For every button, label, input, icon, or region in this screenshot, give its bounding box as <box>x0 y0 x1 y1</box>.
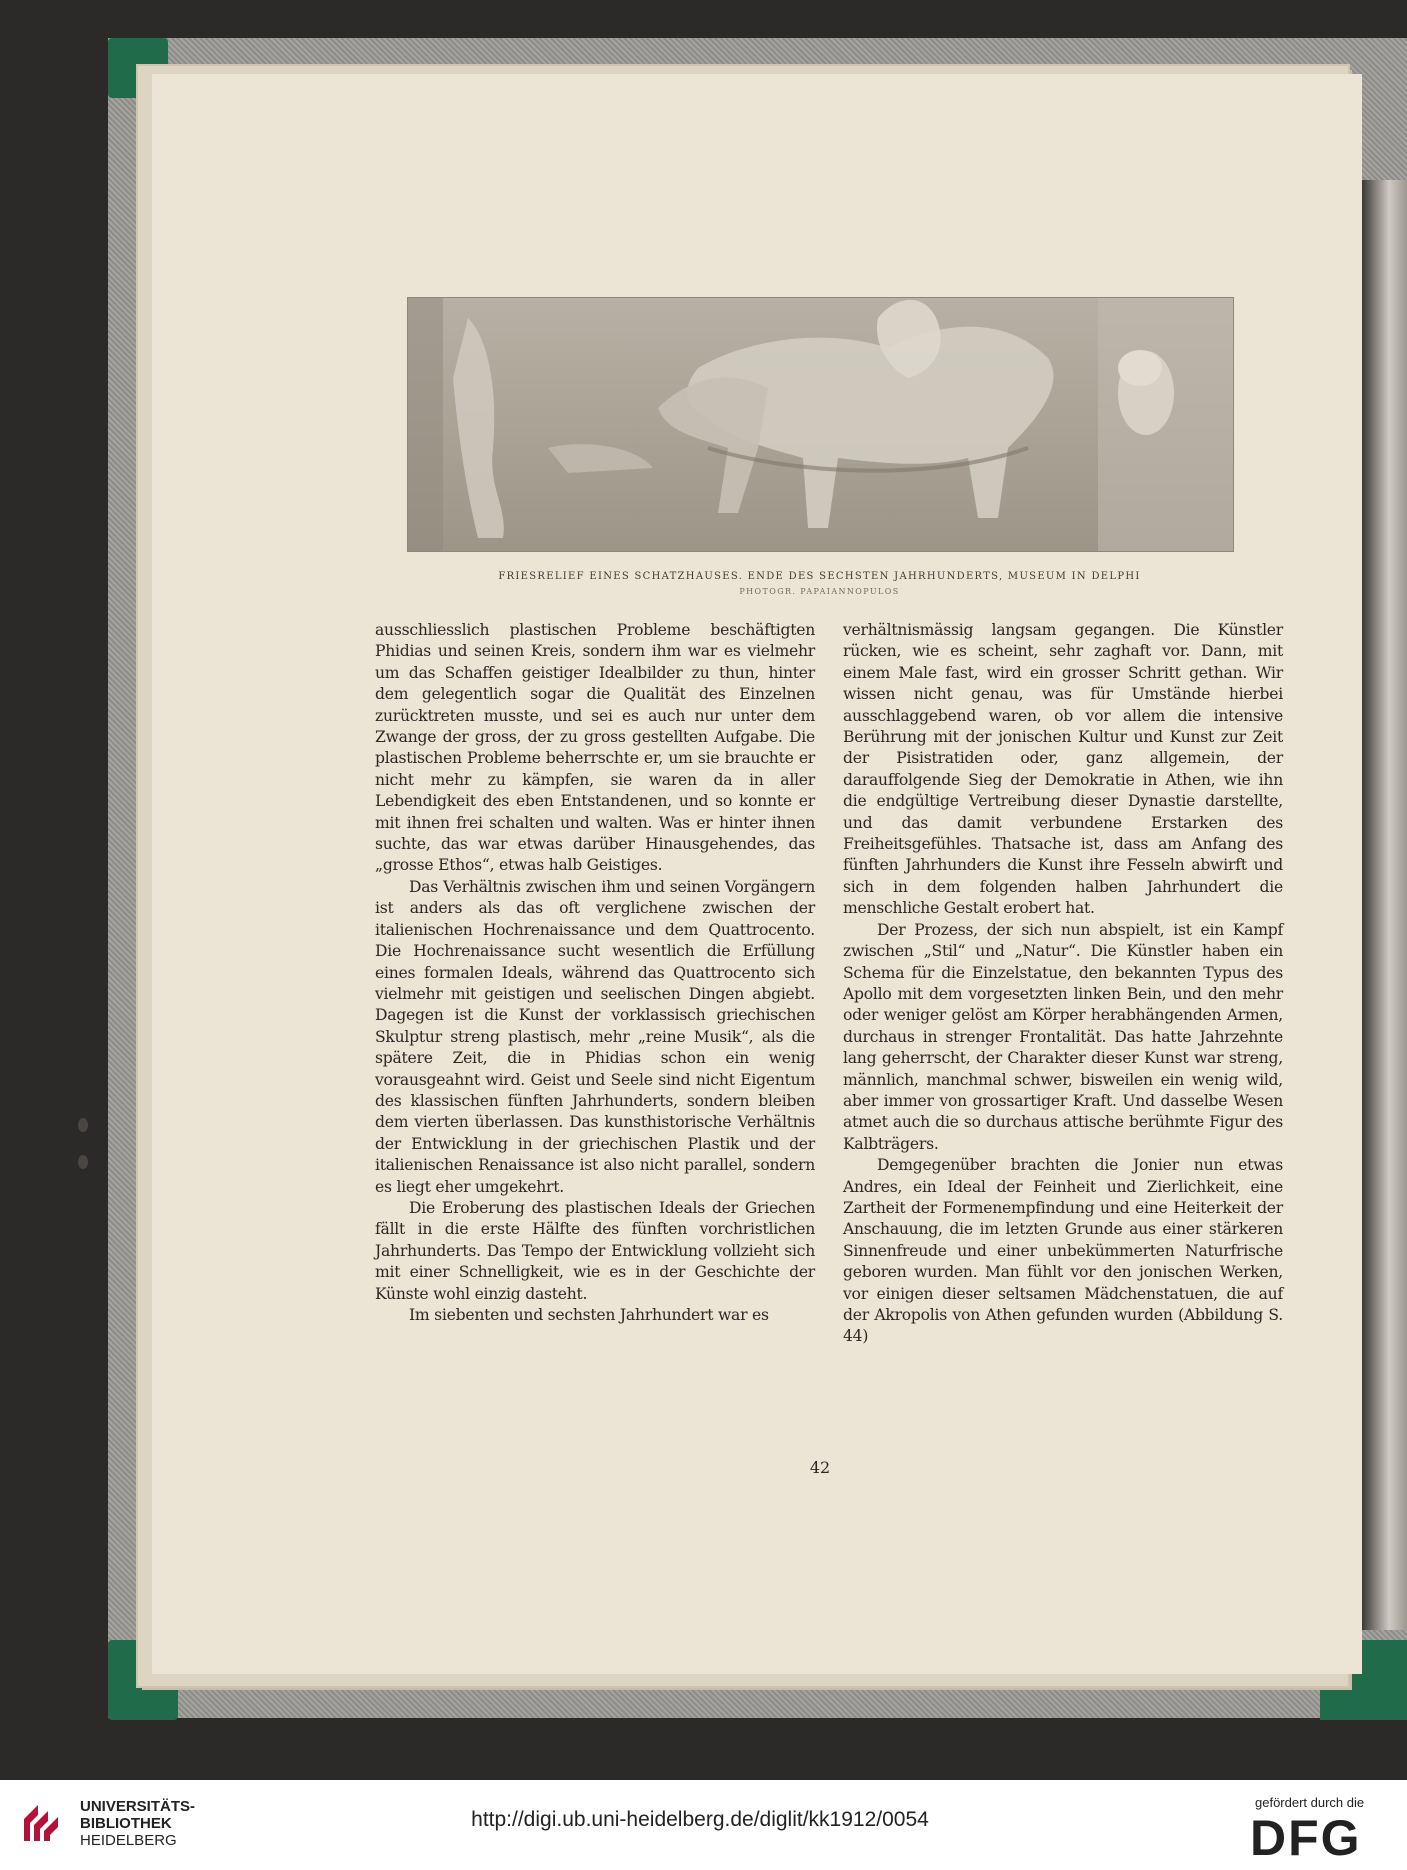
relief-photograph <box>407 297 1234 552</box>
paragraph: ausschliesslich plastischen Probleme beschäftigten Phidias und seinen Kreis, sondern ihm war es vielmehr um das Schaffen geistiger Idealbilder zu thun, hinter dem gelegentlich sogar die Qualität des Einzelnen zurücktreten musste, und sei es auch nur unter dem Zwange der gross, der zu gross gestellten Aufgabe. Die plastischen Probleme beherrschte er, um sie brauchte er nicht mehr zu kämpfen, sie waren da in aller Lebendigkeit des eben Entstandenen, und so konnte er mit ihnen frei schalten und walten. Was er hinter ihnen suchte, das war etwas darüber Hinausgehendes, das „grosse Ethos“, etwas halb Geistiges. <box>375 621 815 875</box>
paragraph: verhältnismässig langsam gegangen. Die Künstler rücken, wie es scheint, sehr zaghaft vor. Dann, mit einem Male fast, wird ein grosser Schritt gethan. Wir wissen nicht genau, was für Umstände hierbei ausschlaggebend waren, ob vor allem die intensive Berührung mit der jonischen Kultur und Kunst zur Zeit der Pisistratiden oder, ganz allgemein, der darauffolgende Sieg der Demokratie in Athen, wie ihn die endgültige Vertreibung dieser Dynastie darstellte, und das damit verbundene Erstarken des Freiheitsgefühles. Thatsache ist, dass am Anfang des fünften Jahrhunders die Kunst ihre Fesseln abwirft und sich in dem folgenden halben Jahrhundert die menschliche Gestalt erobert hat. <box>843 621 1283 918</box>
paragraph: Im siebenten und sechsten Jahrhundert war es <box>409 1306 769 1324</box>
text-column-right <box>843 620 1283 1348</box>
permalink-url[interactable]: http://digi.ub.uni-heidelberg.de/diglit/kk1912/0054 <box>471 1808 929 1831</box>
paragraph: Das Verhältnis zwischen ihm und seinen Vorgängern ist anders als das oft verglichene zwischen der italienischen Hochrenaissance und dem Quattrocento. Die Hochrenaissance sucht wesentlich die Erfüllung eines formalen Ideals, während das Quattrocento sich vielmehr mit geistigen und seelischen Dingen abgiebt. Dagegen ist die Kunst der vorklassisch griechischen Skulptur streng plastisch, mehr „reine Musik“, als die spätere Zeit, die in Phidias schon ein wenig vorausgeahnt wird. Geist und Seele sind nicht Eigentum des klassischen fünften Jahrhunderts, sondern bleiben dem vierten überlassen. Das kunsthistorische Verhältnis der Entwicklung in der griechischen Plastik und der italienischen Renaissance ist also nicht parallel, sondern es liegt eher umgekehrt. <box>375 877 815 1196</box>
binding-hole <box>78 1118 88 1132</box>
binding-hole <box>78 1155 88 1169</box>
funder-label: gefördert durch die <box>1255 1795 1365 1810</box>
paragraph: Die Eroberung des plastischen Ideals der Griechen fällt in die erste Hälfte des fünften vorchristlichen Jahrhunderts. Das Tempo der Entwicklung vollzieht sich mit einer Schnelligkeit, wie es in der Geschichte der Künste wohl einzig dasteht. <box>375 1198 815 1303</box>
dfg-logo: DFG <box>1250 1810 1362 1866</box>
page-number: 42 <box>809 1458 831 1477</box>
institution-name: UNIVERSITÄTS- BIBLIOTHEK HEIDELBERG <box>80 1798 196 1849</box>
relief-illustration <box>408 298 1233 551</box>
photo-credit: PHOTOGR. PAPAIANNOPULOS <box>739 587 900 596</box>
figure-caption: FRIESRELIEF EINES SCHATZHAUSES. ENDE DES SECHSTEN JAHRHUNDERTS, MUSEUM IN DELPHI <box>498 571 1141 582</box>
facing-page-edge <box>1362 180 1407 1630</box>
paragraph: Der Prozess, der sich nun abspielt, ist ein Kampf zwischen „Stil“ und „Natur“. Die Künstler haben ein Schema für die Einzelstatue, den bekannten Typus des Apollo mit dem vorgesetzten linken Bein, und den mehr oder weniger gelöst am Körper herabhängenden Armen, durchaus in strenger Frontalität. Das hatte Jahrzehnte lang geherrscht, der Charakter dieser Kunst war streng, männlich, manchmal schwer, bisweilen ein wenig wild, aber immer von grossartiger Kraft. Und dasselbe Wesen atmet auch die so durchaus attische berühmte Figur des Kalbträgers. <box>843 920 1283 1153</box>
university-library-logo-icon <box>18 1797 66 1845</box>
paragraph: Demgegenüber brachten die Jonier nun etwas Andres, ein Ideal der Feinheit und Zierlichkeit, eine Zartheit der Formenempfindung und eine Heiterkeit der Anschauung, die im letzten Grunde aus einer stärkeren Sinnenfreude und einer unbekümmerten Naturfrische geboren wurden. Man fühlt vor den jonischen Werken, vor einigen dieser seltsamen Mädchenstatuen, die auf der Akropolis von Athen gefunden wurden (Abbildung S. 44) <box>843 1156 1283 1346</box>
text-column-left <box>375 620 815 1326</box>
